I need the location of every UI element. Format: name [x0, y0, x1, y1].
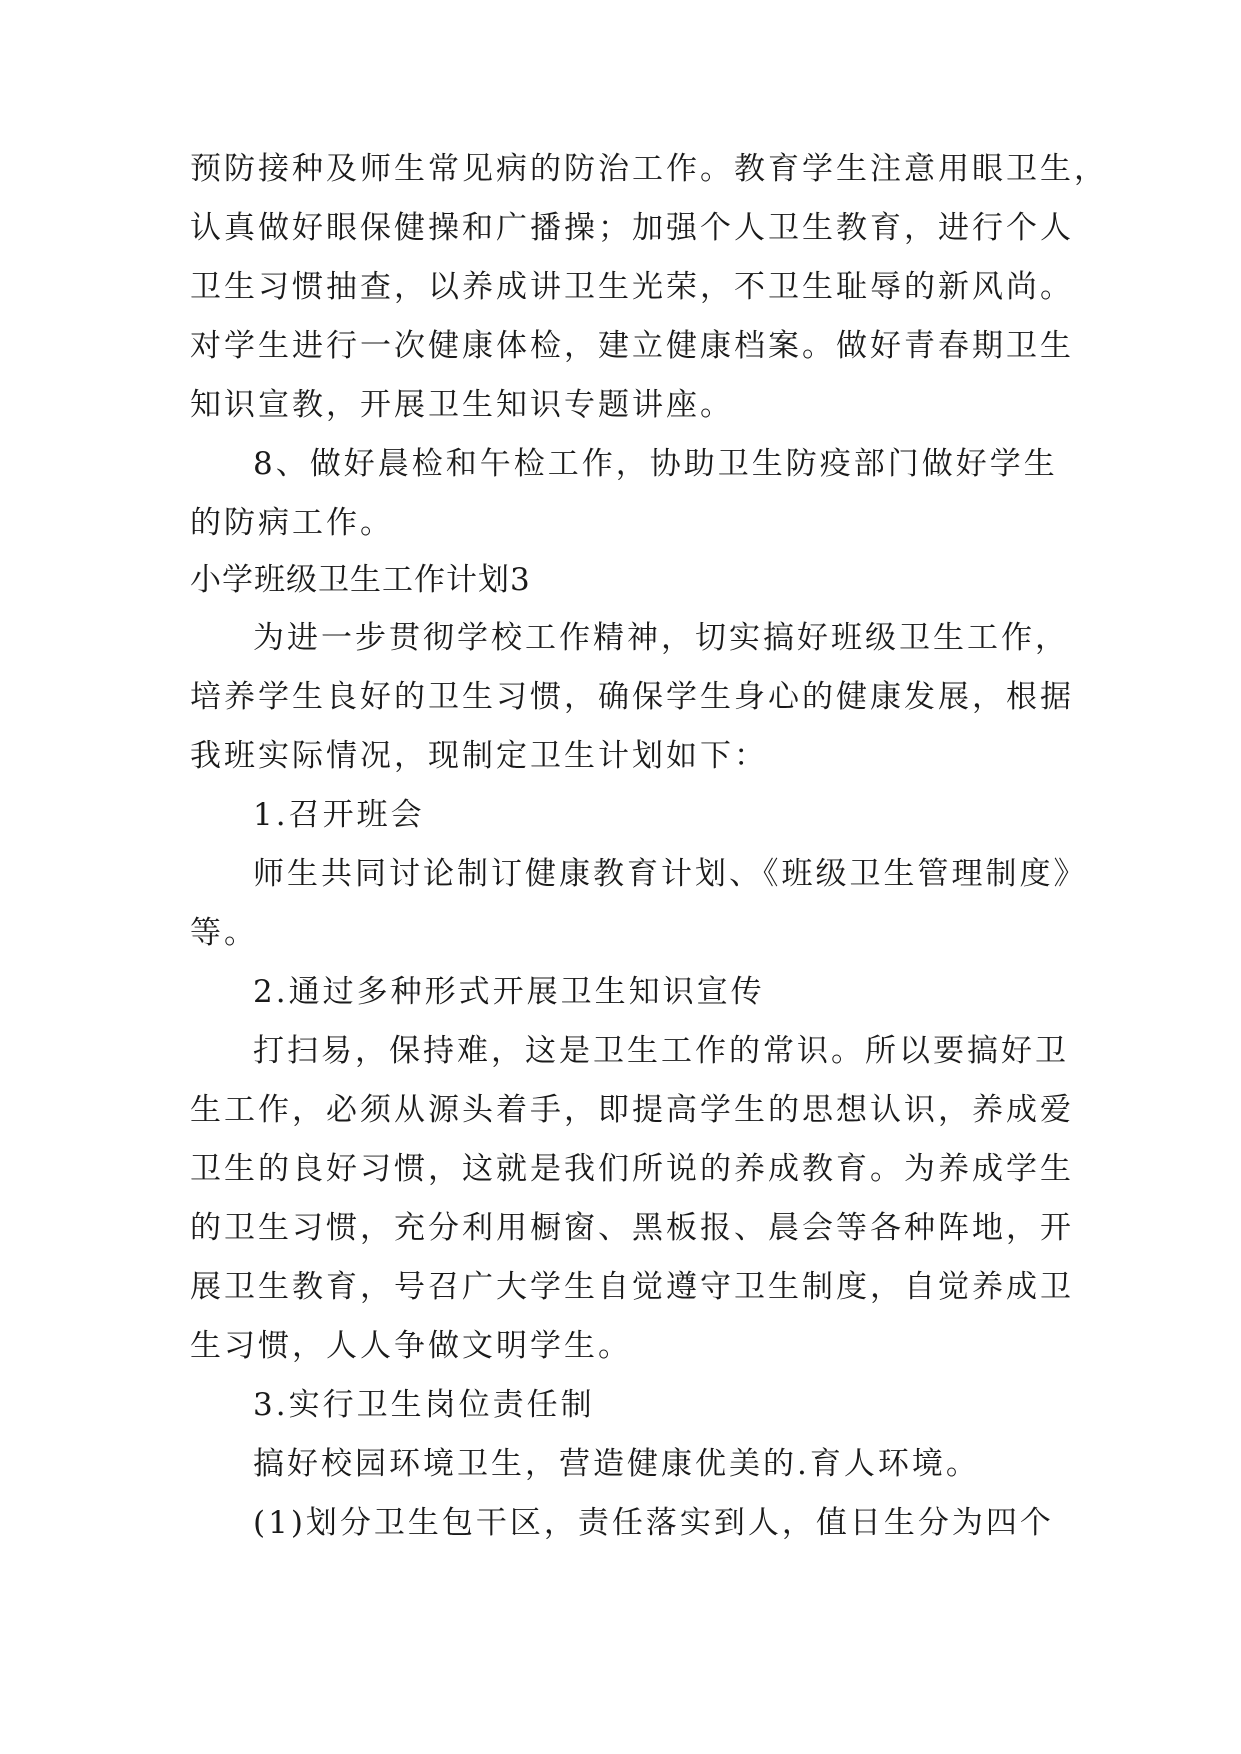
- text-line: 我班实际情况，现制定卫生计划如下：: [190, 738, 768, 774]
- text-line: 的卫生习惯，充分利用橱窗、黑板报、晨会等各种阵地，开: [190, 1210, 1074, 1246]
- text-line: 预防接种及师生常见病的防治工作。教育学生注意用眼卫生，: [190, 151, 1108, 187]
- text-line: 为进一步贯彻学校工作精神，切实搞好班级卫生工作，: [253, 620, 1069, 656]
- text-line: 生工作，必须从源头着手，即提高学生的思想认识，养成爱: [190, 1092, 1074, 1128]
- text-line: 的防病工作。: [190, 505, 394, 541]
- list-item-heading: 3.实行卫生岗位责任制: [253, 1387, 595, 1423]
- text-line: 8、做好晨检和午检工作，协助卫生防疫部门做好学生: [253, 446, 1058, 482]
- list-item-heading: 1.召开班会: [253, 797, 425, 833]
- text-line: 生习惯，人人争做文明学生。: [190, 1328, 632, 1364]
- text-line: (1)划分卫生包干区，责任落实到人，值日生分为四个: [253, 1505, 1054, 1541]
- text-line: 师生共同讨论制订健康教育计划、《班级卫生管理制度》: [253, 856, 1088, 892]
- text-line: 卫生习惯抽查，以养成讲卫生光荣，不卫生耻辱的新风尚。: [190, 269, 1074, 305]
- text-line: 等。: [190, 915, 258, 951]
- section-heading: 小学班级卫生工作计划3: [190, 562, 531, 598]
- list-item-heading: 2.通过多种形式开展卫生知识宣传: [253, 974, 765, 1010]
- text-line: 培养学生良好的卫生习惯，确保学生身心的健康发展，根据: [190, 679, 1074, 715]
- text-line: 展卫生教育，号召广大学生自觉遵守卫生制度，自觉养成卫: [190, 1269, 1074, 1305]
- text-line: 知识宣教，开展卫生知识专题讲座。: [190, 387, 734, 423]
- text-line: 认真做好眼保健操和广播操；加强个人卫生教育，进行个人: [190, 210, 1074, 246]
- text-line: 搞好校园环境卫生，营造健康优美的.育人环境。: [253, 1446, 980, 1482]
- text-line: 对学生进行一次健康体检，建立健康档案。做好青春期卫生: [190, 328, 1074, 364]
- text-line: 卫生的良好习惯，这就是我们所说的养成教育。为养成学生: [190, 1151, 1074, 1187]
- text-line: 打扫易，保持难，这是卫生工作的常识。所以要搞好卫: [253, 1033, 1069, 1069]
